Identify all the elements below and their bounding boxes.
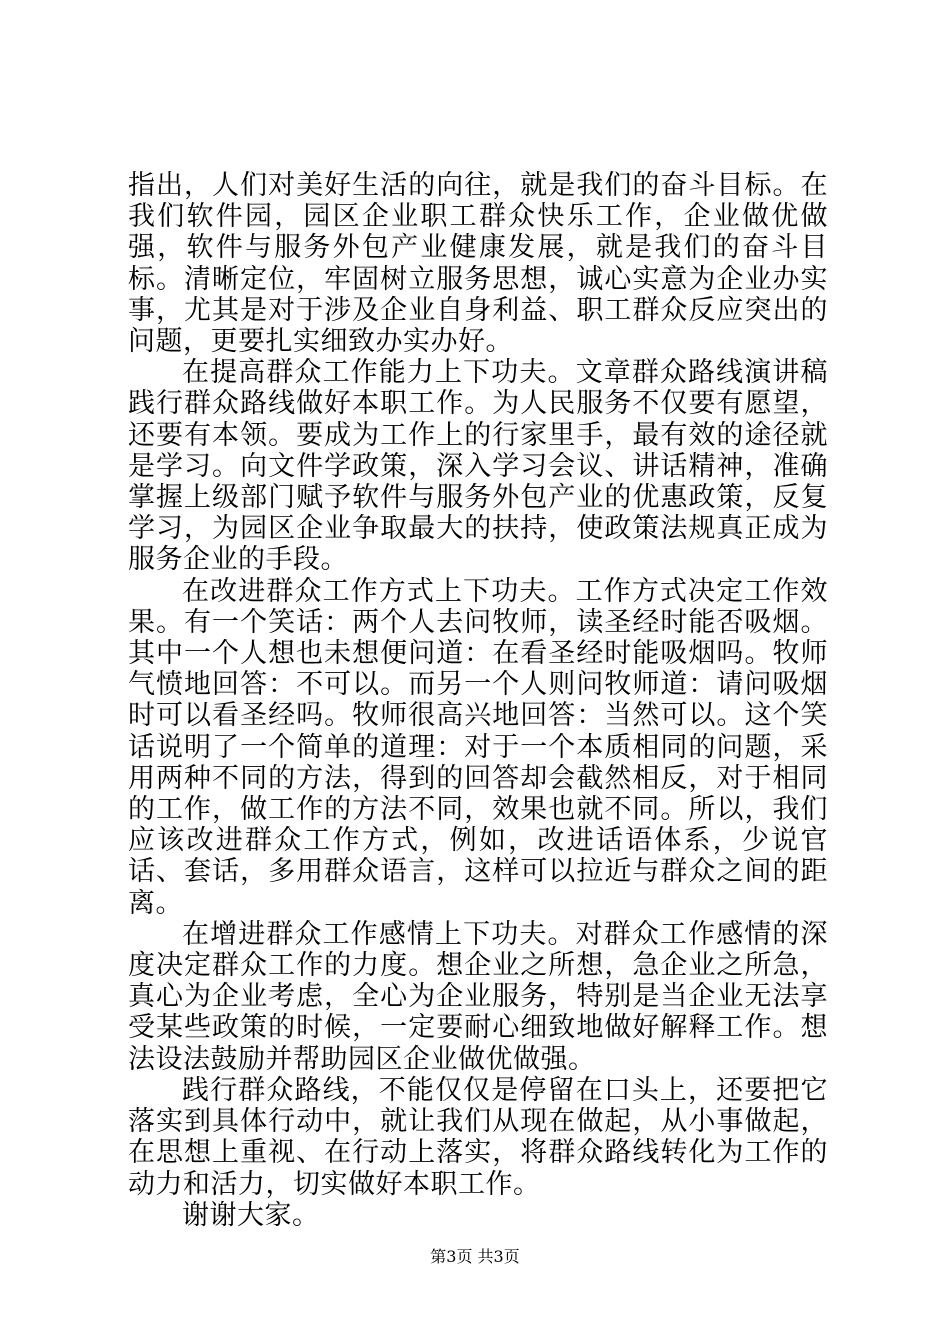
paragraph-conclusion: 践行群众路线，不能仅仅是停留在口头上，还要把它落实到具体行动中，就让我们从现在做起，从小事做起，在思想上重视、在行动上落实，将群众路线转化为工作的动力和活力，切实做好本职工作。 <box>128 1074 828 1200</box>
page-footer: 第3页 共3页 <box>430 1247 520 1266</box>
paragraph-feeling: 在增进群众工作感情上下功夫。对群众工作感情的深度决定群众工作的力度。想企业之所想，急企业之所急，真心为企业考虑，全心为企业服务，特别是当企业无法享受某些政策的时候，一定要耐心细致地做好解释工作。想法设法鼓励并帮助园区企业做优做强。 <box>128 918 828 1075</box>
document-body <box>128 170 828 1231</box>
paragraph-continued: 指出，人们对美好生活的向往，就是我们的奋斗目标。在我们软件园，园区企业职工群众快乐工作，企业做优做强，软件与服务外包产业健康发展，就是我们的奋斗目标。清晰定位，牢固树立服务思想，诚心实意为企业办实事，尤其是对于涉及企业自身利益、职工群众反应突出的问题，更要扎实细致办实办好。 <box>128 170 828 358</box>
paragraph-thanks: 谢谢大家。 <box>182 1199 320 1231</box>
paragraph-ability: 在提高群众工作能力上下功夫。文章群众路线演讲稿践行群众路线做好本职工作。为人民服务不仅要有愿望，还要有本领。要成为工作上的行家里手，最有效的途径就是学习。向文件学政策，深入学习会议、讲话精神，准确掌握上级部门赋予软件与服务外包产业的优惠政策，反复学习，为园区企业争取最大的扶持，使政策法规真正成为服务企业的手段。 <box>128 357 828 576</box>
paragraph-method: 在改进群众工作方式上下功夫。工作方式决定工作效果。有一个笑话：两个人去问牧师，读圣经时能否吸烟。其中一个人想也未想便问道：在看圣经时能吸烟吗。牧师气愤地回答：不可以。而另一个人则问牧师道：请问吸烟时可以看圣经吗。牧师很高兴地回答：当然可以。这个笑话说明了一个简单的道理：对于一个本质相同的问题，采用两种不同的方法，得到的回答却会截然相反，对于相同的工作，做工作的方法不同，效果也就不同。所以，我们应该改进群众工作方式，例如，改进话语体系，少说官话、套话，多用群众语言，这样可以拉近与群众之间的距离。 <box>128 575 828 919</box>
